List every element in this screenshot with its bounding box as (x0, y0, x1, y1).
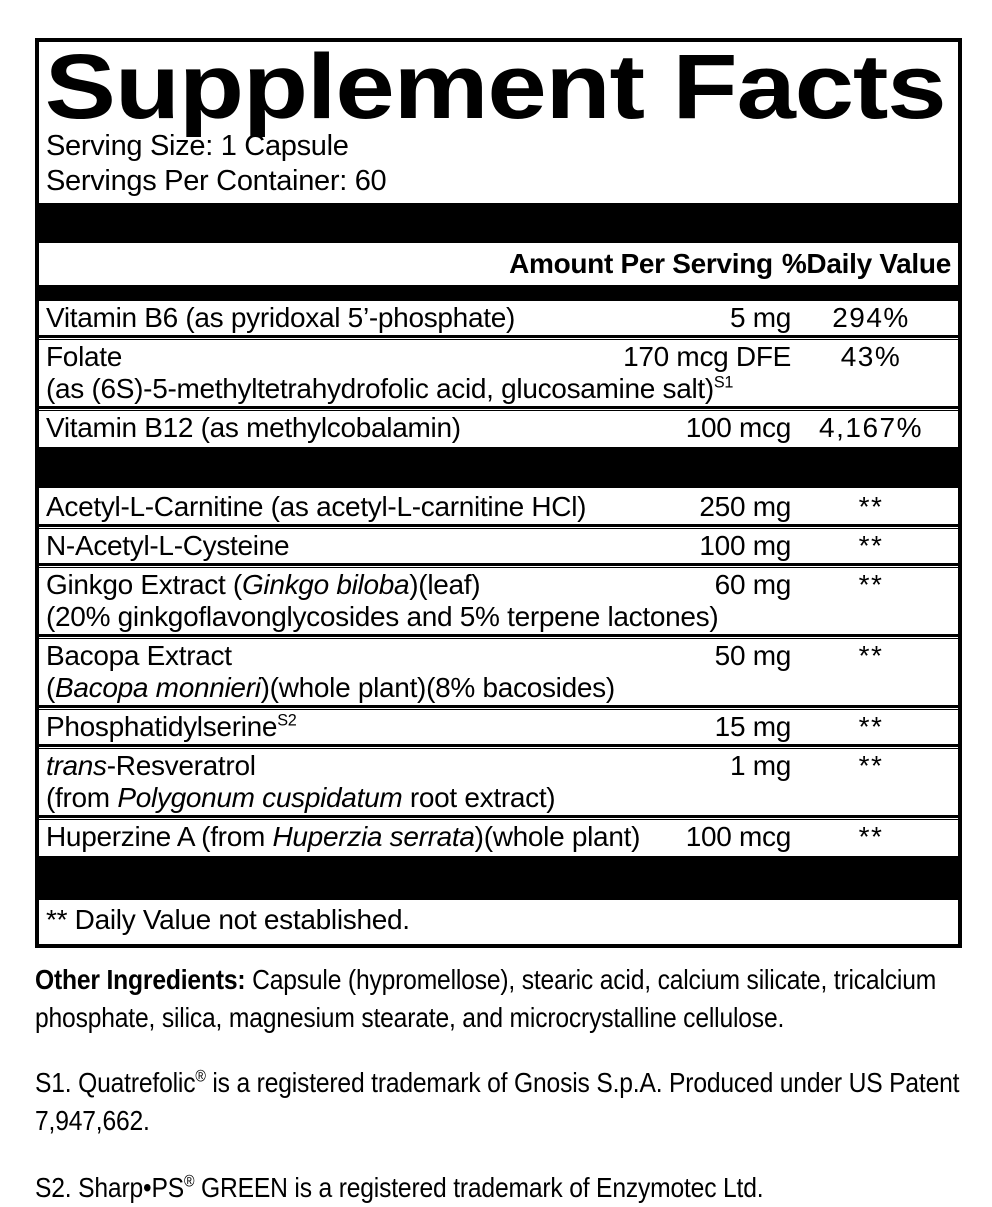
ingredient-daily-value: ** (858, 711, 884, 743)
ingredient-amount: 250 mg (699, 491, 791, 523)
ingredient-daily-value: ** (858, 750, 884, 782)
section-bar-top (39, 203, 958, 243)
ingredient-row (39, 340, 958, 406)
ingredient-row-main (46, 569, 951, 601)
ingredient-row-main (46, 640, 951, 672)
ingredient-row-main (46, 302, 951, 334)
vitamin-rows-group (39, 301, 958, 445)
ingredient-detail: (Bacopa monnieri)(whole plant)(8% bacosides) (46, 672, 615, 704)
botanical-rows-group (39, 490, 958, 854)
ingredient-row-main (46, 750, 951, 782)
section-bar-header (39, 285, 958, 301)
panel-title: Supplement Facts (44, 36, 946, 138)
ingredient-amount: 60 mg (714, 569, 791, 601)
ingredient-amount: 15 mg (714, 711, 791, 743)
ingredient-row-main (46, 412, 951, 444)
ingredient-name: Bacopa Extract (46, 640, 232, 672)
supplement-facts-panel (35, 38, 962, 948)
ingredient-name: trans-Resveratrol (46, 750, 256, 782)
ingredient-amount: 100 mg (699, 530, 791, 562)
ingredient-row-main (46, 491, 951, 523)
ingredient-daily-value: ** (858, 491, 884, 523)
ingredient-amount: 1 mg (729, 750, 791, 782)
ingredient-name: Folate (46, 341, 123, 373)
ingredient-name: Phosphatidylserine$^{S2}$ (46, 711, 297, 743)
ingredient-row-main (46, 821, 951, 853)
ingredient-daily-value: ** (858, 821, 884, 853)
ingredient-row (39, 749, 958, 815)
ingredient-name: Vitamin B12 (as methylcobalamin) (46, 412, 461, 444)
ingredient-row (39, 820, 958, 854)
ingredient-row (39, 710, 958, 744)
ingredient-daily-value: 294% (832, 302, 910, 334)
ingredient-detail: (20% ginkgoflavonglycosides and 5% terpene lactones) (46, 601, 719, 633)
ingredient-daily-value: ** (858, 640, 884, 672)
ingredient-row-main (46, 341, 951, 373)
ingredient-amount: 170 mcg DFE (623, 341, 791, 373)
trademark-note-s1: S1. Quatrefolic® is a registered trademark of Gnosis S.p.A. Produced under US Patent 7,947,662. (35, 1067, 960, 1137)
ingredient-name: Huperzine A (from Huperzia serrata)(whole plant) (46, 821, 641, 853)
daily-value-header: %Daily Value (781, 248, 951, 280)
ingredient-detail: (as (6S)-5-methyltetrahydrofolic acid, glucosamine salt)$^{S1}$ (46, 373, 734, 405)
ingredient-name: Acetyl-L-Carnitine (as acetyl-L-carnitine HCl) (46, 491, 587, 523)
ingredient-daily-value: 4,167% (819, 412, 923, 444)
ingredient-row-main (46, 530, 951, 562)
ingredient-name: Vitamin B6 (as pyridoxal 5’-phosphate) (46, 302, 516, 334)
column-header (39, 243, 958, 285)
ingredient-daily-value: 43% (840, 341, 902, 373)
ingredient-amount: 50 mg (714, 640, 791, 672)
amount-per-serving-header: Amount Per Serving (509, 248, 773, 280)
trademark-note-s2: S2. Sharp•PS® GREEN is a registered trademark of Enzymotec Ltd. (35, 1172, 764, 1204)
ingredient-amount: 5 mg (729, 302, 791, 334)
ingredient-amount: 100 mcg (685, 821, 791, 853)
ingredient-amount: 100 mcg (685, 412, 791, 444)
ingredient-row (39, 411, 958, 445)
ingredient-row (39, 568, 958, 634)
daily-value-footnote: ** Daily Value not established. (46, 904, 410, 936)
ingredient-name: Ginkgo Extract (Ginkgo biloba)(leaf) (46, 569, 481, 601)
ingredient-row-main (46, 711, 951, 743)
ingredient-row (39, 639, 958, 705)
serving-size: Serving Size: 1 Capsule (46, 130, 349, 163)
servings-per-container: Servings Per Container: 60 (46, 165, 387, 198)
ingredient-row (39, 301, 958, 335)
ingredient-daily-value: ** (858, 530, 884, 562)
section-bar-middle (39, 447, 958, 488)
other-ingredients-text: Other Ingredients: Capsule (hypromellose), stearic acid, calcium silicate, tricalcium phosphate, silica, magnesium stearate, and microcrystalline cellulose. (35, 964, 937, 1034)
ingredient-row (39, 490, 958, 524)
ingredient-name: N-Acetyl-L-Cysteine (46, 530, 290, 562)
ingredient-row (39, 529, 958, 563)
ingredient-detail: (from Polygonum cuspidatum root extract) (46, 782, 556, 814)
section-bar-bottom (39, 856, 958, 900)
ingredient-daily-value: ** (858, 569, 884, 601)
